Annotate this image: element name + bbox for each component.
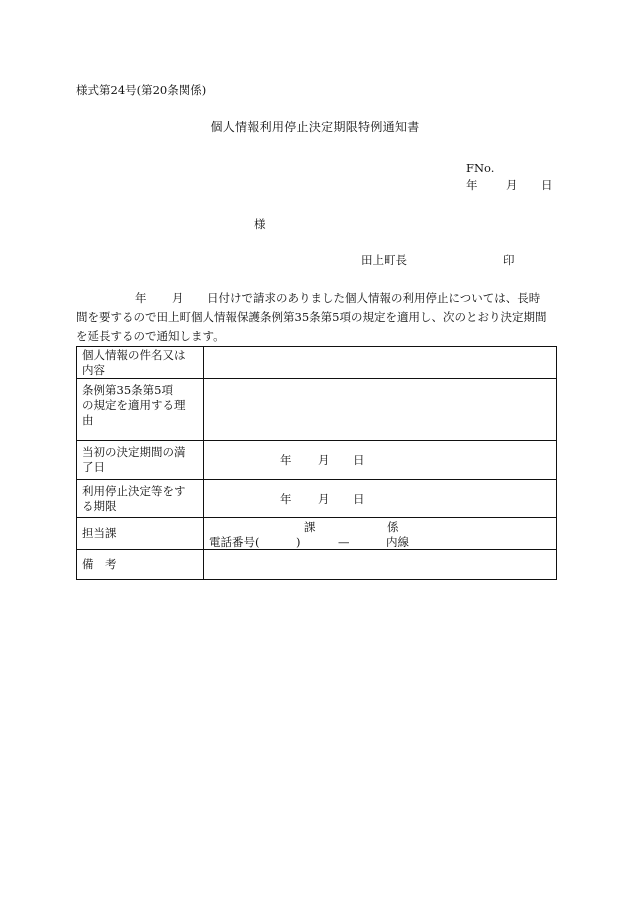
extended-deadline-field[interactable] <box>204 480 557 518</box>
original-deadline-label-line-2: 了日 <box>82 460 105 474</box>
issue-date-year: 年 <box>466 178 478 192</box>
table-row-reason <box>77 379 557 441</box>
original-deadline-label <box>77 441 204 480</box>
original-deadline-month: 月 <box>318 453 330 467</box>
table-row-extended-deadline <box>77 480 557 518</box>
file-number-label: FNo. <box>466 161 495 175</box>
issue-date <box>466 180 556 194</box>
body-text-1: 日付けで請求のありました個人情報の利用停止については、長時 <box>207 291 541 305</box>
extended-deadline-month: 月 <box>318 491 330 506</box>
body-year: 年 <box>135 291 147 305</box>
reason-label-line-1: 条例第35条第5項 <box>82 383 173 397</box>
phone-dash: — <box>338 534 350 549</box>
remarks-label <box>77 550 204 580</box>
table-row-department <box>77 518 557 550</box>
department-label-text: 担当課 <box>82 526 117 540</box>
form-number: 様式第24号(第20条関係) <box>76 83 207 97</box>
extended-deadline-year: 年 <box>280 491 292 506</box>
subject-label-line-2: 内容 <box>82 362 105 377</box>
seal-mark: 印 <box>503 253 515 267</box>
notification-table <box>76 346 557 580</box>
department-label <box>77 518 204 550</box>
subject-label <box>77 347 204 379</box>
table-row-subject <box>77 347 557 379</box>
subsection-label: 係 <box>387 519 399 534</box>
subject-value-field[interactable] <box>204 347 557 379</box>
remarks-field[interactable] <box>204 550 557 580</box>
phone-label: 電話番号( <box>209 534 260 549</box>
body-month: 月 <box>172 291 184 305</box>
extended-deadline-date <box>280 492 370 506</box>
reason-value-field[interactable] <box>204 379 557 441</box>
section-label: 課 <box>304 519 316 534</box>
remarks-label-text: 備 考 <box>82 557 117 571</box>
extension-label: 内線 <box>386 534 409 549</box>
original-deadline-date <box>280 453 370 467</box>
issuer-name: 田上町長 <box>361 253 407 267</box>
extended-deadline-label-line-2: る期限 <box>82 498 117 513</box>
addressee-suffix: 様 <box>254 217 266 231</box>
body-line-3: を延長するので通知します。 <box>76 329 225 343</box>
extended-deadline-label <box>77 480 204 518</box>
reason-label-line-3: 由 <box>82 413 94 427</box>
original-deadline-year: 年 <box>280 453 292 467</box>
issue-date-day: 日 <box>541 178 553 192</box>
department-contact <box>204 519 556 549</box>
body-line-2: 間を要するので田上町個人情報保護条例第35条第5項の規定を適用し、次のとおり決定期間 <box>76 310 547 324</box>
original-deadline-label-line-1: 当初の決定期間の満 <box>82 445 186 459</box>
issue-date-month: 月 <box>506 178 518 192</box>
original-deadline-day: 日 <box>353 453 365 467</box>
extended-deadline-label-line-1: 利用停止決定等をす <box>82 483 186 498</box>
original-deadline-field[interactable] <box>204 441 557 480</box>
table-row-remarks <box>77 550 557 580</box>
department-field[interactable] <box>204 518 557 550</box>
phone-close-paren: ) <box>296 534 301 549</box>
reason-label <box>77 379 204 441</box>
reason-label-line-2: の規定を適用する理 <box>82 398 186 412</box>
subject-label-line-1: 個人情報の件名又は <box>82 347 186 362</box>
extended-deadline-day: 日 <box>353 491 365 506</box>
document-title: 個人情報利用停止決定期限特例通知書 <box>210 120 420 134</box>
table-row-original-deadline <box>77 441 557 480</box>
